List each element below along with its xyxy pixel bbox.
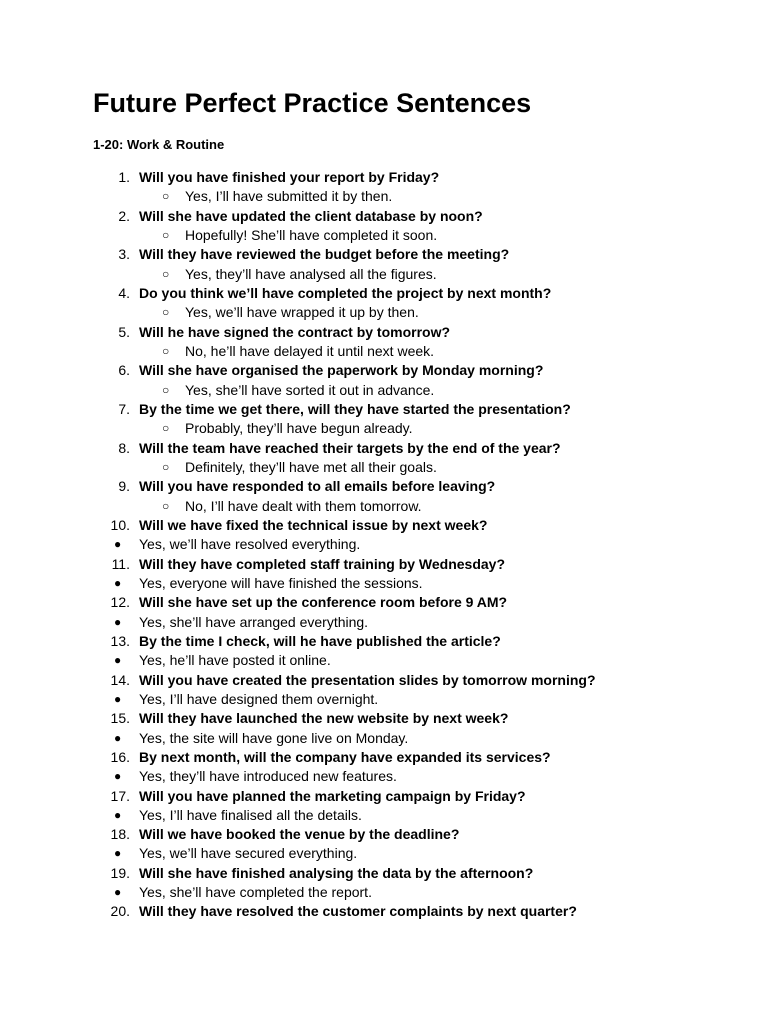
question-number: 9. — [118, 478, 130, 495]
filled-bullet-icon: ● — [114, 691, 122, 706]
answer-text: Yes, I’ll have finalised all the details. — [139, 806, 362, 823]
section-heading: 1-20: Work & Routine — [93, 137, 225, 152]
filled-bullet-icon: ● — [114, 653, 122, 668]
question-text: Will you have responded to all emails before leaving? — [139, 478, 496, 495]
question-text: By the time I check, will he have published the article? — [139, 632, 501, 649]
answer-text: Yes, everyone will have finished the sessions. — [139, 574, 423, 591]
page-title: Future Perfect Practice Sentences — [93, 88, 532, 118]
question-number: 2. — [118, 207, 130, 224]
question-row — [0, 787, 768, 806]
question-number: 10. — [110, 516, 130, 533]
answer-text: Yes, she’ll have sorted it out in advance. — [185, 381, 435, 398]
question-number: 16. — [110, 748, 130, 765]
question-row — [0, 207, 768, 226]
question-row — [0, 555, 768, 574]
question-row — [0, 864, 768, 883]
answer-row — [0, 844, 768, 863]
question-text: Will she have updated the client database by noon? — [139, 207, 483, 224]
question-text: Will we have booked the venue by the deadline? — [139, 826, 460, 843]
filled-bullet-icon: ● — [114, 537, 122, 552]
question-row — [0, 477, 768, 496]
question-row — [0, 245, 768, 264]
question-row — [0, 168, 768, 187]
question-row — [0, 632, 768, 651]
answer-text: Yes, she’ll have completed the report. — [139, 884, 372, 901]
question-number: 6. — [118, 362, 130, 379]
filled-bullet-icon: ● — [114, 730, 122, 745]
question-text: Will the team have reached their targets by the end of the year? — [139, 439, 561, 456]
answer-row — [0, 574, 768, 593]
question-number: 20. — [110, 903, 130, 920]
question-row — [0, 825, 768, 844]
answer-row — [0, 187, 768, 206]
filled-bullet-icon: ● — [114, 575, 122, 590]
answer-text: Yes, they’ll have introduced new features. — [139, 768, 397, 785]
answer-row — [0, 303, 768, 322]
question-number: 7. — [118, 400, 130, 417]
hollow-bullet-icon: ○ — [162, 498, 170, 513]
question-text: Will they have launched the new website by next week? — [139, 710, 509, 727]
filled-bullet-icon: ● — [114, 846, 122, 861]
answer-text: Yes, we’ll have wrapped it up by then. — [185, 304, 419, 321]
answer-row — [0, 613, 768, 632]
filled-bullet-icon: ● — [114, 807, 122, 822]
question-row — [0, 709, 768, 728]
question-number: 17. — [110, 787, 130, 804]
answer-text: Yes, I’ll have designed them overnight. — [139, 690, 379, 707]
answer-text: Yes, he’ll have posted it online. — [139, 652, 331, 669]
question-row — [0, 284, 768, 303]
question-text: Will you have finished your report by Friday? — [139, 169, 440, 185]
answer-row — [0, 458, 768, 477]
question-row — [0, 902, 768, 921]
question-row — [0, 593, 768, 612]
question-number: 1. — [118, 169, 130, 185]
answer-row — [0, 690, 768, 709]
answer-row — [0, 497, 768, 516]
answer-row — [0, 381, 768, 400]
answer-row — [0, 806, 768, 825]
answer-text: Yes, they’ll have analysed all the figures. — [185, 265, 437, 282]
hollow-bullet-icon: ○ — [162, 189, 170, 204]
answer-row — [0, 767, 768, 786]
answer-row — [0, 265, 768, 284]
filled-bullet-icon: ● — [114, 769, 122, 784]
answer-text: Yes, I’ll have submitted it by then. — [185, 188, 393, 205]
question-number: 13. — [110, 632, 130, 649]
answer-text: No, he’ll have delayed it until next week. — [185, 342, 435, 359]
answer-text: Yes, she’ll have arranged everything. — [139, 613, 369, 630]
question-text: Will she have organised the paperwork by Monday morning? — [139, 362, 544, 379]
question-text: Will they have reviewed the budget before the meeting? — [139, 246, 510, 263]
question-text: Will you have created the presentation slides by tomorrow morning? — [139, 671, 596, 688]
question-row — [0, 748, 768, 767]
answer-text: Yes, we’ll have resolved everything. — [139, 536, 361, 553]
question-row — [0, 516, 768, 535]
question-row — [0, 361, 768, 380]
question-number: 11. — [111, 555, 130, 572]
answer-row — [0, 342, 768, 361]
hollow-bullet-icon: ○ — [162, 266, 170, 281]
question-number: 8. — [118, 439, 130, 456]
question-number: 3. — [118, 246, 130, 263]
answer-text: Yes, the site will have gone live on Monday. — [139, 729, 409, 746]
question-number: 5. — [118, 323, 130, 340]
filled-bullet-icon: ● — [114, 614, 122, 629]
question-text: Will they have resolved the customer complaints by next quarter? — [139, 903, 577, 920]
answer-text: Probably, they’ll have begun already. — [185, 420, 413, 437]
hollow-bullet-icon: ○ — [162, 382, 170, 397]
question-number: 14. — [110, 671, 130, 688]
question-number: 19. — [110, 864, 130, 881]
question-text: By the time we get there, will they have started the presentation? — [139, 400, 571, 417]
question-row — [0, 400, 768, 419]
hollow-bullet-icon: ○ — [162, 227, 170, 242]
question-list — [0, 168, 768, 922]
answer-row — [0, 226, 768, 245]
question-text: Will you have planned the marketing campaign by Friday? — [139, 787, 526, 804]
question-number: 12. — [110, 594, 130, 611]
question-text: Will they have completed staff training by Wednesday? — [139, 555, 506, 572]
answer-text: Hopefully! She’ll have completed it soon. — [185, 226, 438, 243]
question-row — [0, 323, 768, 342]
question-number: 18. — [110, 826, 130, 843]
answer-row — [0, 729, 768, 748]
hollow-bullet-icon: ○ — [162, 305, 170, 320]
answer-row — [0, 883, 768, 902]
question-text: Will we have fixed the technical issue by next week? — [139, 516, 488, 533]
answer-text: Yes, we’ll have secured everything. — [139, 845, 358, 862]
hollow-bullet-icon: ○ — [162, 421, 170, 436]
question-number: 15. — [110, 710, 130, 727]
question-number: 4. — [118, 284, 130, 301]
question-text: Will she have finished analysing the data by the afternoon? — [139, 864, 534, 881]
question-row — [0, 671, 768, 690]
answer-row — [0, 651, 768, 670]
question-text: Will he have signed the contract by tomorrow? — [139, 323, 451, 340]
answer-row — [0, 419, 768, 438]
answer-text: No, I’ll have dealt with them tomorrow. — [185, 497, 422, 514]
hollow-bullet-icon: ○ — [162, 343, 170, 358]
question-text: Do you think we’ll have completed the project by next month? — [139, 284, 552, 301]
filled-bullet-icon: ● — [114, 885, 122, 900]
question-row — [0, 439, 768, 458]
answer-row — [0, 535, 768, 554]
answer-text: Definitely, they’ll have met all their goals. — [185, 458, 437, 475]
hollow-bullet-icon: ○ — [162, 459, 170, 474]
question-text: Will she have set up the conference room before 9 AM? — [139, 594, 508, 611]
question-text: By next month, will the company have expanded its services? — [139, 748, 551, 765]
